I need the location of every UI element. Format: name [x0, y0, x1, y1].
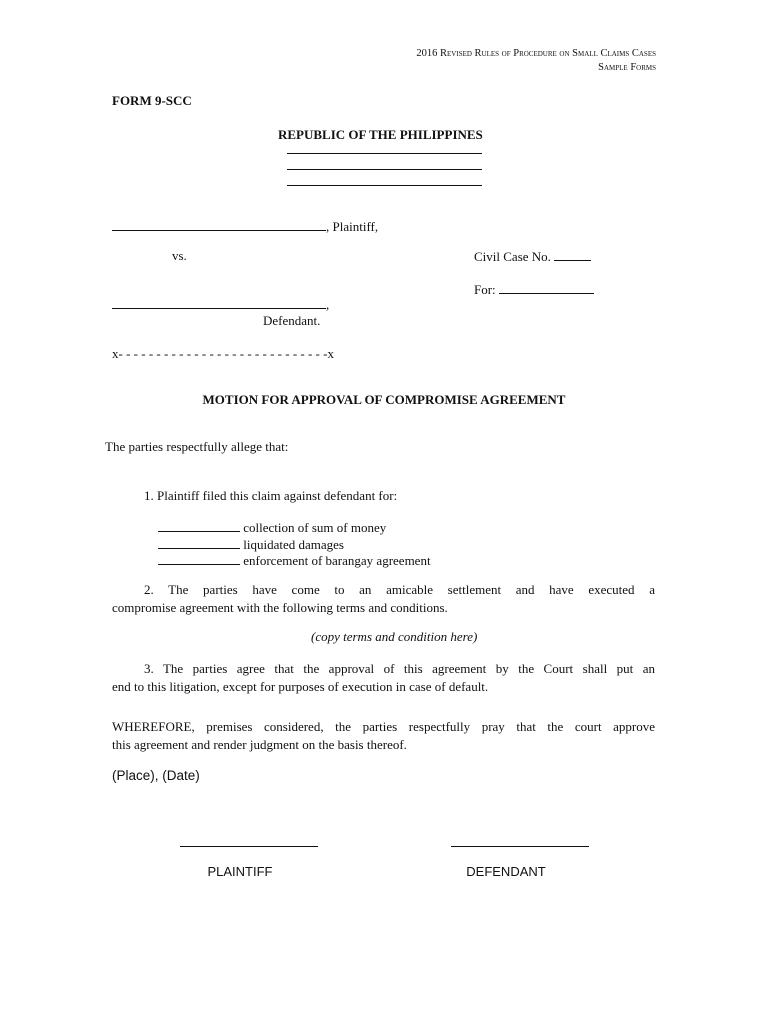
item-2-line-2: compromise agreement with the following terms and conditions.	[112, 600, 448, 615]
court-line-2	[287, 169, 482, 170]
for-label: For:	[474, 282, 496, 297]
claim-option-1	[158, 519, 386, 536]
civil-case-label: Civil Case No.	[474, 249, 551, 264]
claim-label-2: liquidated damages	[243, 537, 344, 552]
item-2-line-1: 2. The parties have come to an amicable settlement and have executed a	[144, 582, 655, 597]
plaintiff-signature-label: PLAINTIFF	[207, 864, 273, 879]
claim-option-3	[158, 552, 431, 569]
intro-text: The parties respectfully allege that:	[105, 439, 289, 454]
item-1-text: 1. Plaintiff filed this claim against defendant for:	[144, 488, 398, 503]
form-number: FORM 9-SCC	[112, 93, 192, 108]
plaintiff-label: , Plaintiff,	[326, 219, 379, 234]
wherefore-line-2: this agreement and render judgment on the basis thereof.	[112, 737, 407, 752]
republic-heading: REPUBLIC OF THE PHILIPPINES	[278, 127, 483, 142]
item-3-paragraph	[112, 660, 655, 696]
civil-case-field	[474, 248, 591, 265]
defendant-caption	[112, 296, 329, 313]
for-line	[499, 281, 594, 294]
plaintiff-signature-line	[180, 846, 318, 847]
caption-separator: x- - - - - - - - - - - - - - - - - - - - - - - - - - - -x	[112, 346, 334, 361]
copy-terms-placeholder: (copy terms and condition here)	[311, 629, 478, 644]
claim-label-1: collection of sum of money	[243, 520, 387, 535]
item-3-line-1: 3. The parties agree that the approval of this agreement by the Court shall put an	[144, 661, 655, 676]
claim-option-2	[158, 536, 344, 553]
court-line-3	[287, 185, 482, 186]
claim-label-3: enforcement of barangay agreement	[243, 553, 431, 568]
versus-label: vs.	[172, 248, 187, 263]
civil-case-number-line	[554, 248, 591, 261]
claim-blank-3	[158, 552, 240, 565]
defendant-signature-label: DEFENDANT	[466, 864, 546, 879]
claim-blank-1	[158, 519, 240, 532]
plaintiff-caption	[112, 218, 378, 235]
defendant-label: Defendant.	[263, 313, 321, 328]
defendant-name-line	[112, 296, 326, 309]
running-header-line1: 2016 Revised Rules of Procedure on Small Claims Cases	[416, 48, 656, 59]
item-3-line-2: end to this litigation, except for purposes of execution in case of default.	[112, 679, 489, 694]
plaintiff-name-line	[112, 218, 326, 231]
defendant-comma: ,	[326, 297, 330, 312]
item-2-paragraph	[112, 581, 655, 617]
claim-blank-2	[158, 536, 240, 549]
motion-title: MOTION FOR APPROVAL OF COMPROMISE AGREEMENT	[202, 392, 566, 407]
wherefore-paragraph	[112, 718, 655, 754]
place-date: (Place), (Date)	[112, 768, 200, 783]
defendant-signature-line	[451, 846, 589, 847]
court-line-1	[287, 153, 482, 154]
running-header-line2: Sample Forms	[598, 62, 656, 73]
wherefore-line-1: WHEREFORE, premises considered, the parties respectfully pray that the court approve	[112, 719, 655, 734]
for-field	[474, 281, 594, 298]
